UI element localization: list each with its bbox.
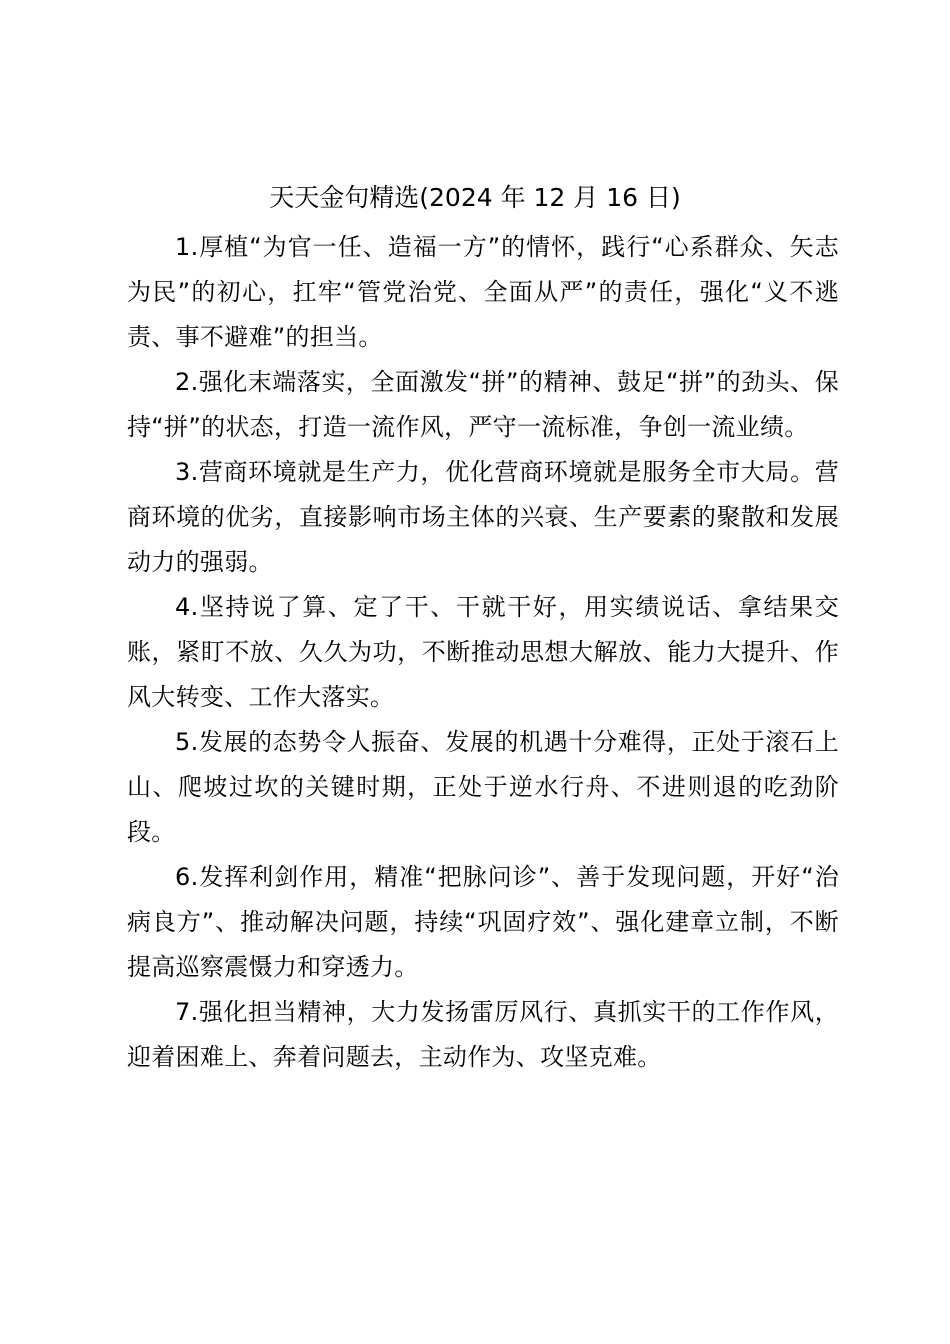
paragraph-6: 6.发挥利剑作用，精准“把脉问诊”、善于发现问题，开好“治病良方”、推动解决问题，持续“巩固疗效”、强化建章立制，不断提高巡察震慑力和穿透力。: [127, 863, 839, 981]
paragraph-1: 1.厚植“为官一任、造福一方”的情怀，践行“心系群众、矢志为民”的初心，扛牢“管党治党、全面从严”的责任，强化“义不逃责、事不避难”的担当。: [127, 233, 839, 351]
paragraph-5: 5.发展的态势令人振奋、发展的机遇十分难得，正处于滚石上山、爬坡过坎的关键时期，正处于逆水行舟、不进则退的吃劲阶段。: [127, 728, 839, 846]
paragraph-2: 2.强化末端落实，全面激发“拼”的精神、鼓足“拼”的劲头、保持“拼”的状态，打造一流作风，严守一流标准，争创一流业绩。: [127, 368, 839, 441]
paragraph-7: 7.强化担当精神，大力发扬雷厉风行、真抓实干的工作作风，迎着困难上、奔着问题去，主动作为、攻坚克难。: [127, 998, 839, 1071]
paragraph-3: 3.营商环境就是生产力，优化营商环境就是服务全市大局。营商环境的优劣，直接影响市场主体的兴衰、生产要素的聚散和发展动力的强弱。: [127, 458, 839, 576]
document-title: 天天金句精选(2024 年 12 月 16 日): [269, 183, 681, 212]
document-body: [127, 225, 839, 1080]
paragraph-4: 4.坚持说了算、定了干、干就干好，用实绩说话、拿结果交账，紧盯不放、久久为功，不断推动思想大解放、能力大提升、作风大转变、工作大落实。: [127, 593, 839, 711]
